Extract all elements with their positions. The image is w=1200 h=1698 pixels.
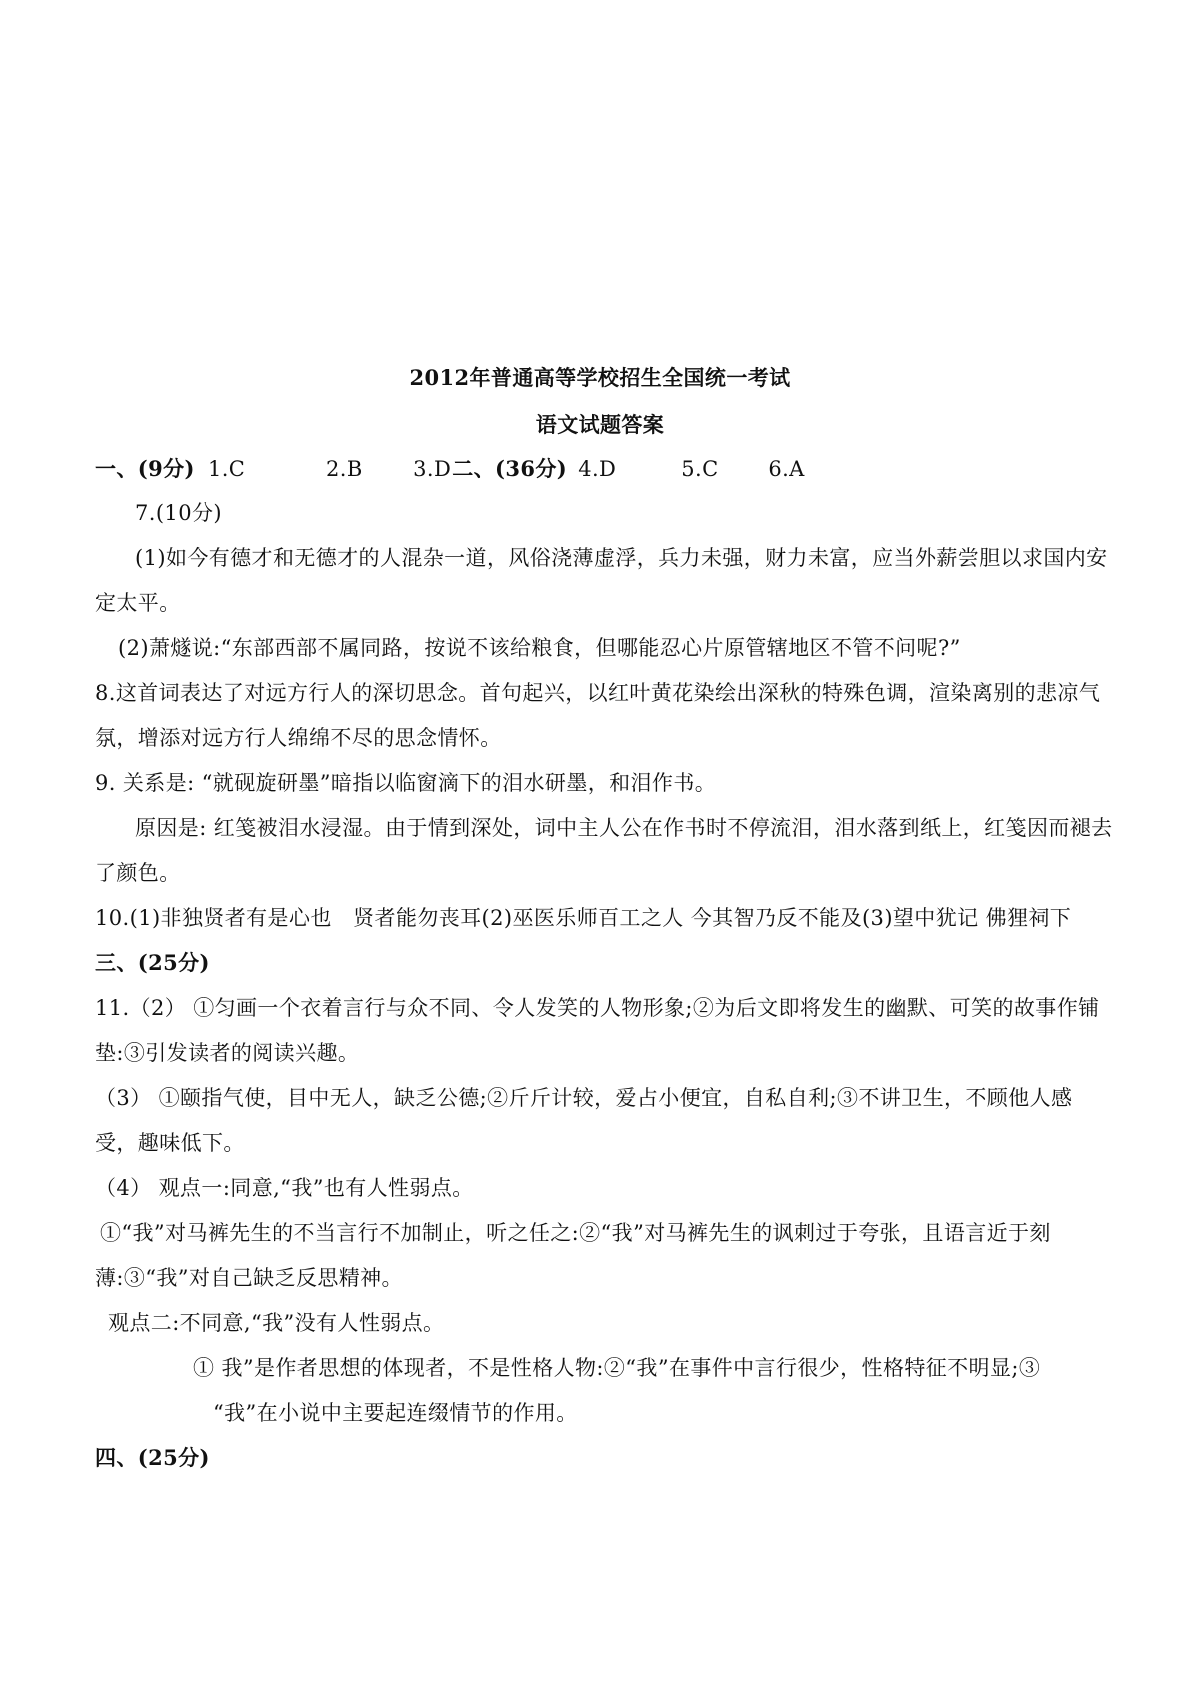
- question-7-part-1-line-2: 定太平。: [95, 591, 181, 615]
- question-8-line-1: 8.这首词表达了对远方行人的深切思念。首句起兴，以红叶黄花染绘出深秋的特殊色调，渲染离别的悲凉气: [95, 681, 1101, 705]
- question-11-view-2-line-1: ① 我”是作者思想的体现者，不是性格人物:②“我”在事件中言行很少，性格特征不明显;③: [193, 1356, 1041, 1380]
- document-subtitle: 语文试题答案: [535, 412, 665, 437]
- answer-2: 2.B: [326, 457, 363, 481]
- section-2-heading: 二、(36分): [452, 456, 568, 481]
- question-9-line-3: 了颜色。: [95, 861, 181, 885]
- question-7-part-2: (2)萧燧说:“东部西部不属同路，按说不该给粮食，但哪能忍心片原管辖地区不管不问呢?”: [118, 636, 961, 660]
- question-11-part-3-line-2: 受，趣味低下。: [95, 1131, 245, 1155]
- answer-5: 5.C: [681, 457, 719, 481]
- question-7-part-1-line-1: (1)如今有德才和无德才的人混杂一道，风俗浇薄虚浮，兵力未强，财力未富，应当外薪尝胆以求国内安: [135, 546, 1108, 570]
- answer-6: 6.A: [768, 457, 805, 481]
- question-9-line-1: 9. 关系是: “就砚旋研墨”暗指以临窗滴下的泪水研墨，和泪作书。: [95, 771, 717, 795]
- answer-1: 1.C: [207, 457, 246, 481]
- question-11-view-1-line-2: 薄:③“我”对自己缺乏反思精神。: [95, 1266, 403, 1290]
- question-11-view-1-line-1: ①“我”对马裤先生的不当言行不加制止，听之任之:②“我”对马裤先生的讽刺过于夸张，且语言近于刻: [100, 1221, 1051, 1245]
- question-11-view-2-heading: 观点二:不同意,“我”没有人性弱点。: [108, 1311, 445, 1335]
- section-1-heading: 一、(9分): [95, 456, 195, 481]
- multiple-choice-answers: [95, 454, 805, 484]
- question-10: 10.(1)非独贤者有是心也 贤者能勿丧耳(2)巫医乐师百工之人 今其智乃反不能及(3)望中犹记 佛狸祠下: [95, 906, 1072, 930]
- question-7-heading: 7.(10分): [135, 501, 222, 525]
- question-8-line-2: 氛，增添对远方行人绵绵不尽的思念情怀。: [95, 726, 502, 750]
- question-11-part-2-line-1: 11.（2） ①匀画一个衣着言行与众不同、令人发笑的人物形象;②为后文即将发生的幽默、可笑的故事作铺: [95, 996, 1100, 1020]
- document-title: 2012年普通高等学校招生全国统一考试: [409, 365, 791, 390]
- answer-3: 3.D: [413, 457, 452, 481]
- question-11-part-4-heading: （4） 观点一:同意,“我”也有人性弱点。: [95, 1176, 474, 1200]
- question-11-part-3-line-1: （3） ①颐指气使，目中无人，缺乏公德;②斤斤计较，爱占小便宜，自私自利;③不讲卫生，不顾他人感: [95, 1086, 1073, 1110]
- section-4-heading: 四、(25分): [95, 1445, 210, 1470]
- answer-4: 4.D: [578, 457, 617, 481]
- section-3-heading: 三、(25分): [95, 950, 210, 975]
- question-11-view-2-line-2: “我”在小说中主要起连缀情节的作用。: [213, 1401, 578, 1425]
- question-11-part-2-line-2: 垫:③引发读者的阅读兴趣。: [95, 1041, 360, 1065]
- question-9-line-2: 原因是: 红笺被泪水浸湿。由于情到深处，词中主人公在作书时不停流泪，泪水落到纸上，红笺因而褪去: [135, 816, 1113, 840]
